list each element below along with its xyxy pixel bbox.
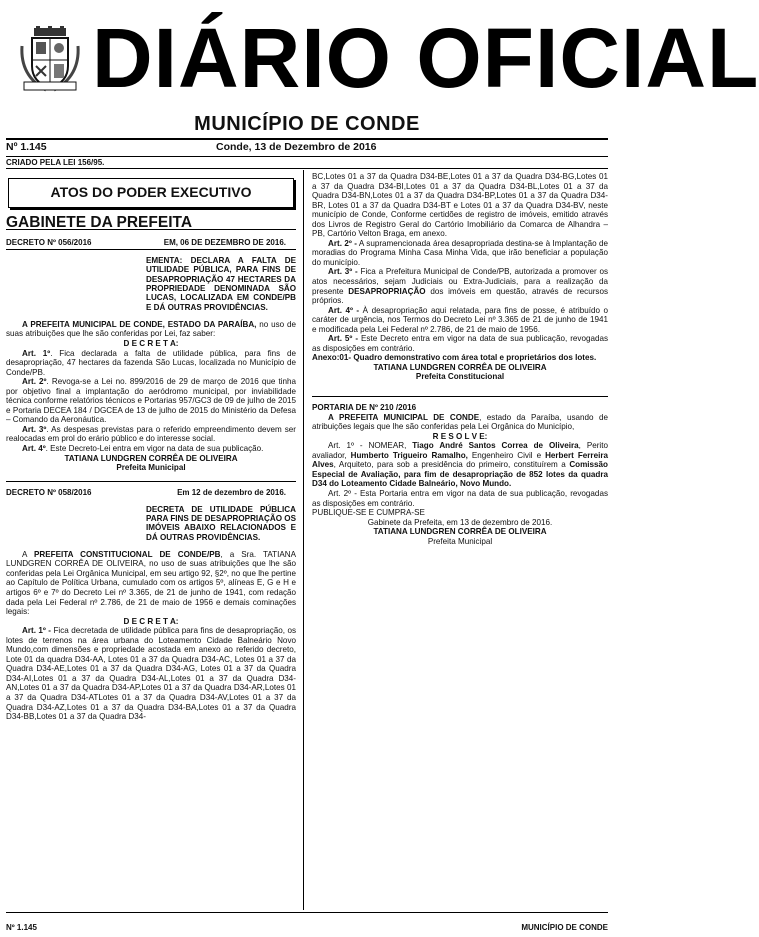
decreta-heading: D E C R E T A: bbox=[123, 338, 179, 348]
place-date: Gabinete da Prefeita, em 13 de dezembro de 2016. bbox=[367, 517, 553, 527]
publish-note: PUBLIQUE-SE E CUMPRA-SE bbox=[312, 508, 425, 518]
masthead bbox=[6, 4, 759, 112]
issue-date: Conde, 13 de Dezembro de 2016 bbox=[216, 141, 377, 153]
article: Art. 2º - A supramencionada área desapropriada destina-se à Implantação de moradias do Programa Minha Casa Minha Vida, que irão beneficiar a população do município. bbox=[312, 238, 608, 267]
article: Art. 2º. Revoga-se a Lei no. 899/2016 de 29 de março de 2016 que tinha por objetivo final a implantação do aeródromo municipal, por inviabilidade técnica conforme relatórios técnicos e Portarias 957/GC3 de 09 de julho de 2015 e Portaria DECEA 184 / DGCEA de 13 de julho de 2015 do Ministério da Defesa – Comando da Aeronáutica. bbox=[6, 377, 296, 425]
decreta-heading: D E C R E T A: bbox=[123, 616, 179, 626]
municipality-title: MUNICÍPIO DE CONDE bbox=[194, 113, 420, 135]
section-title: ATOS DO PODER EXECUTIVO bbox=[8, 178, 294, 208]
column-divider bbox=[303, 170, 304, 910]
article: Art. 1º - NOMEAR, Tiago André Santos Correa de Oliveira, Perito avaliador, Humberto Trigueiro Ramalho, Engenheiro Civil e Herbert Ferreira Alves, Arquiteto, para sob a presidência do primeiro, constituírem a Comissão Especial de Avaliação, para fim de desapropriação de 852 lotes da quadra D34 do Loteamento Cidade Balneário, Novo Mundo. bbox=[312, 441, 608, 489]
signer-name: TATIANA LUNDGREN CORRÊA DE OLIVEIRA bbox=[373, 362, 547, 372]
divider bbox=[312, 396, 608, 397]
annex-note: Anexo:01- Quadro demonstrativo com área total e proprietários dos lotes. bbox=[312, 353, 597, 363]
decree-ementa: DECRETA DE UTILIDADE PÚBLICA PARA FINS DE DESAPROPRIAÇÃO OS IMÓVEIS ABAIXO RELACIONADOS E DÁ OUTRAS PROVIDÊNCIAS. bbox=[146, 504, 296, 542]
article: Art. 2º - Esta Portaria entra em vigor na data de sua publicação, revogadas as disposições em contrário. bbox=[312, 488, 608, 508]
divider bbox=[6, 156, 608, 157]
article: Art. 3º - Fica a Prefeitura Municipal de Conde/PB, autorizada a promover os atos necessários, sejam Judiciais ou Extra-Judiciais, para a realização da presente DESAPROPRIAÇÃO dos imóveis em questão, através de recursos próprios. bbox=[312, 267, 609, 306]
issue-number: Nº 1.145 bbox=[6, 141, 47, 153]
resolve-heading: R E S O L V E: bbox=[432, 431, 488, 441]
decree-ementa: EMENTA: DECLARA A FALTA DE UTILIDADE PÚBLICA, PARA FINS DE DESAPROPRIAÇÃO 47 HECTARES DA PROPRIEDADE DENOMINADA SÃO LUCAS, LOCALIZADA EM CONDE/PB E DÁ OUTRAS PROVIDÊNCIAS. bbox=[146, 256, 296, 312]
divider bbox=[6, 168, 608, 169]
article-continuation: BC,Lotes 01 a 37 da Quadra D34-BE,Lotes 01 a 37 da Quadra D34-BG,Lotes 01 a 37 da Quadra D34-BI,Lotes 01 a 37 da Quadra D34-BL,Lotes 01 a 37 da Quadra D34-BN,Lotes 01 a 37 da Quadra D34-BP,Lotes 01 a 37 da Quadra D34-BR, Lotes 01 a 37 da Quadra D34-BT e Lotes 01 a 37 da Quadra D34-BV, neste município de Conde, Conforme certidões de registro de imóveis, emitido através dos Livros de Registro Geral do Cartório Imobiliário da Comarca de Alhandra – PB, Cartório Velton Braga, em anexo. bbox=[312, 172, 608, 239]
article: Art. 3º. As despesas previstas para o referido empreendimento devem ser realocadas em prol do erário público e do interesse social. bbox=[6, 424, 296, 444]
decree-header bbox=[6, 238, 296, 250]
decree-number: DECRETO Nº 056/2016 bbox=[6, 238, 92, 248]
divider bbox=[6, 481, 296, 482]
left-column bbox=[6, 172, 296, 722]
page-footer bbox=[6, 912, 608, 932]
created-by-law: CRIADO PELA LEI 156/95. bbox=[6, 158, 105, 167]
portaria-intro: A PREFEITA MUNICIPAL DE CONDE, estado da Paraíba, usando de atribuições legais que lhe são conferidas pela Lei Orgânica do Município, bbox=[312, 412, 608, 432]
article: Art. 1º - Fica decretada de utilidade pública para fins de desapropriação, os lotes de terrenos na área urbana do Loteamento Cidade Balneário Novo Mundo,com dimensões e propriedade acostada em anexo ao referido decreto, Lote 01 da quadra D34-AA, Lotes 01 a 37 da Quadra D34-AC, Lotes 01 a 37 da Quadra D34-AE,Lotes 01 a 37 da Quadra D34-AG, Lotes 01 a 37 da Quadra D34-AI,Lotes 01 a 37 da Quadra D34-AL,Lotes 01 a 37 da Quadra D34-AN,Lotes 01 a 37 da Quadra D34-AP,Lotes 01 a 37 da Quadra D34-AR,Lotes 01 a 37 da Quadra D34-ATLotes 01 a 37 da Quadra D34-AV,Lotes 01 a 37 da Quadra D34-AZ,Lotes 01 a 37 da Quadra D34-BA,Lotes 01 a 37 da Quadra D34-BB,Lotes 01 a 37 da Quadra D34- bbox=[6, 626, 296, 722]
article: Art. 4º - À desapropriação aqui relatada, para fins de posse, é atribuído o caráter de urgência, nos Termos do Decreto Lei nº 3.365 de 21 de junho de 1941 e modificada pela Lei Federal nº 2.786, de 21 de maio de 1956. bbox=[312, 305, 609, 334]
divider bbox=[6, 138, 608, 140]
right-column bbox=[312, 172, 608, 546]
signer-name: TATIANA LUNDGREN CORRÊA DE OLIVEIRA bbox=[373, 527, 547, 537]
decree-number: DECRETO Nº 058/2016 bbox=[6, 487, 92, 497]
article: Art. 1º. Fica declarada a falta de utilidade pública, para fins de desapropriação, 47 hectares da fazenda São Lucas, localizada no Município de Conde/PB. bbox=[6, 348, 296, 377]
signer-role: Prefeita Municipal bbox=[427, 536, 493, 546]
coat-of-arms-icon bbox=[20, 26, 80, 92]
decree-date: EM, 06 DE DEZEMBRO DE 2016. bbox=[163, 238, 286, 248]
decree-intro: A PREFEITA MUNICIPAL DE CONDE, ESTADO DA PARAÍBA, no uso de suas atribuições que lhe são conferidas por Lei, faz saber: bbox=[6, 319, 296, 339]
signer-name: TATIANA LUNDGREN CORRÊA DE OLIVEIRA bbox=[64, 453, 238, 463]
gazette-title: DIÁRIO OFICIAL bbox=[92, 11, 759, 105]
signer-role: Prefeita Municipal bbox=[116, 463, 186, 473]
office-title: GABINETE DA PREFEITA bbox=[6, 218, 296, 231]
article: Art. 4º. Este Decreto-Lei entra em vigor na data de sua publicação. bbox=[22, 443, 264, 453]
footer-municipality: MUNICÍPIO DE CONDE bbox=[521, 923, 608, 932]
decree-intro: A PREFEITA CONSTITUCIONAL DE CONDE/PB, a Sra. TATIANA LUNDGREN CORRÊA DE OLIVEIRA, no uso de suas atribuições que lhe são conferidas pela Lei Orgânica Municipal, em seu artigo 92, §2º, no que lhe pertine ao Capítulo de Política Urbana, cumulado com os artigos 5º, alíneas E, G e H e artigos 6º e 7º do Decreto Lei nº 3.365, de 21 de junho de 1941, com redação dada pela Lei Federal nº 2.786, de 21 de maio de 1956 e demais cominações legais: bbox=[6, 549, 297, 617]
issue-row bbox=[6, 141, 608, 155]
decree-date: Em 12 de dezembro de 2016. bbox=[177, 487, 286, 497]
article: Art. 5º - Este Decreto entra em vigor na data de sua publicação, revogadas as disposições em contrário. bbox=[312, 334, 608, 353]
portaria-number: PORTARIA DE Nº 210 /2016 bbox=[312, 403, 417, 413]
signer-role: Prefeita Constitucional bbox=[415, 372, 505, 382]
decree-header bbox=[6, 488, 296, 499]
footer-issue: Nº 1.145 bbox=[6, 923, 37, 932]
